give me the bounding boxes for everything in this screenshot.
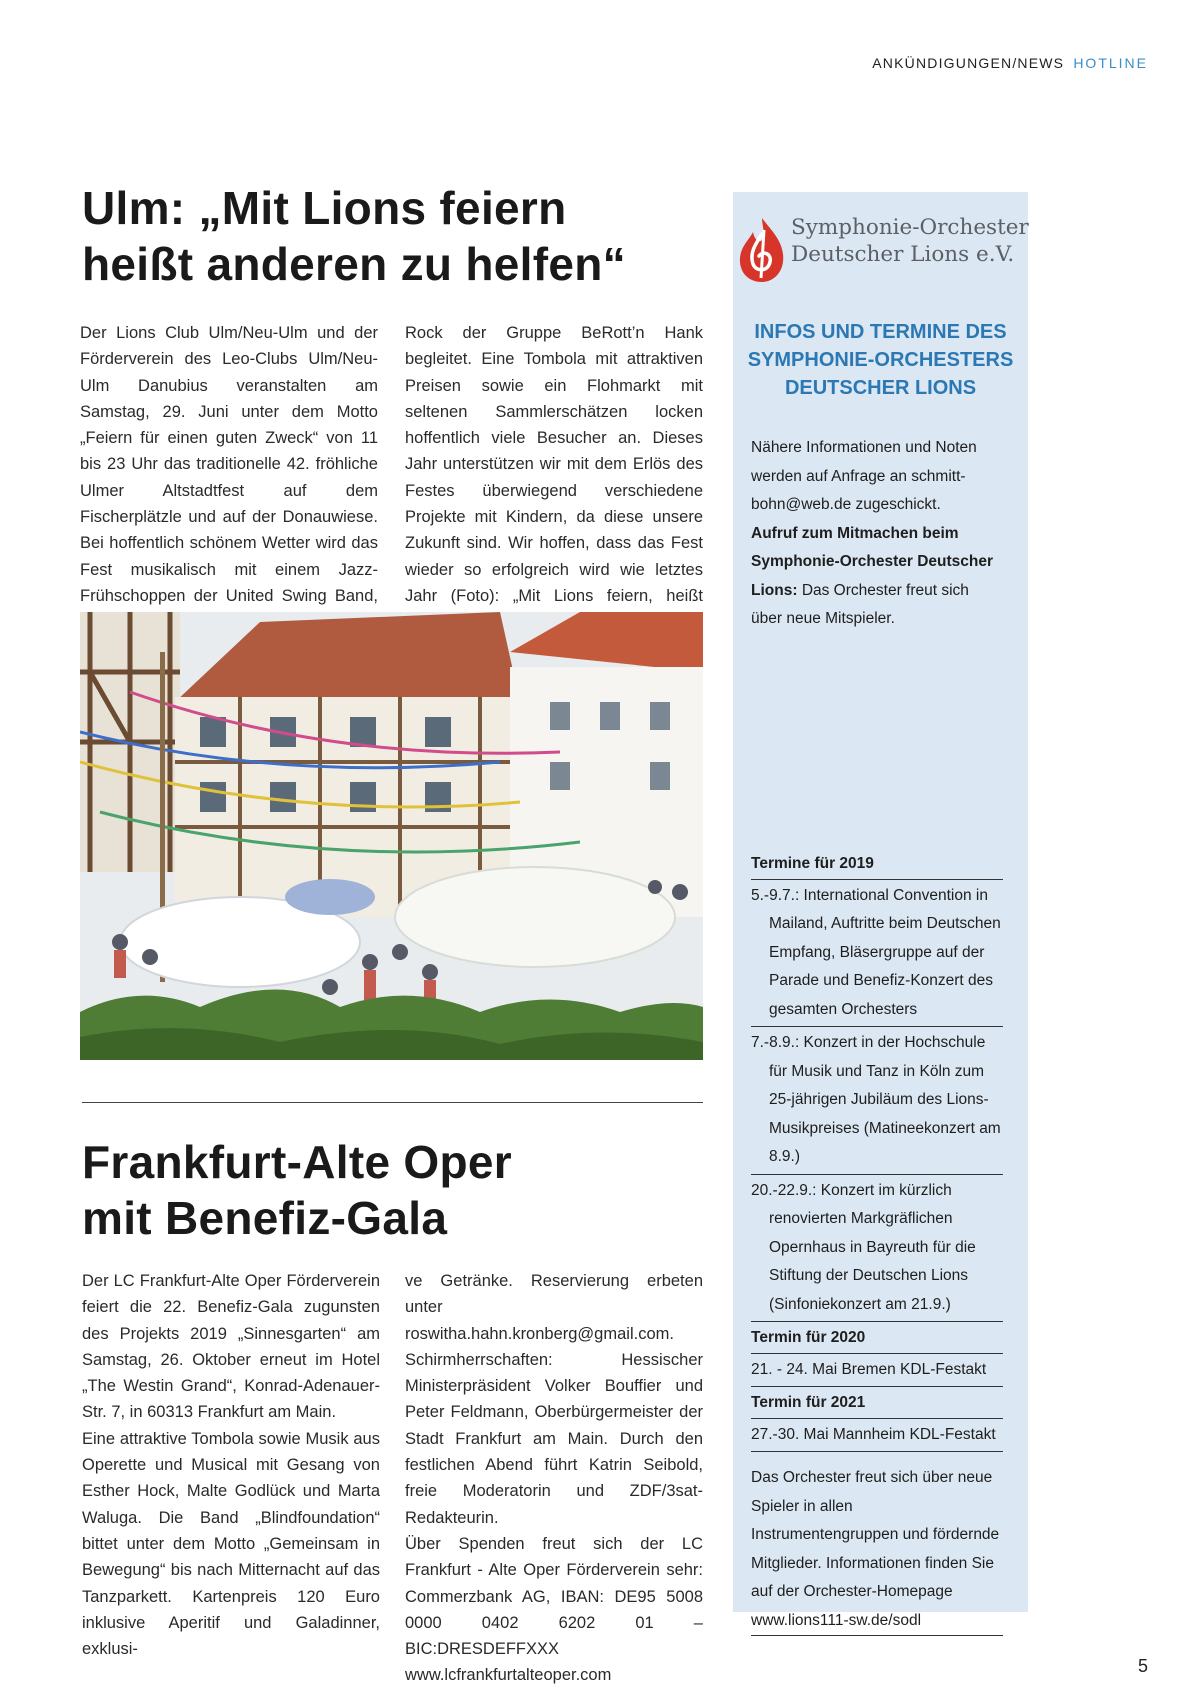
article2-paragraph: ve Getränke. Reservierung erbeten unter roswitha.hahn.kronberg@gmail.com. — [405, 1272, 703, 1343]
logo-line: Deutscher Lions e.V. — [791, 242, 1015, 267]
sidebar-call-text: Das Orchester freut sich über neue Mitspieler. — [751, 581, 969, 627]
header-category: HOTLINE — [1073, 55, 1148, 71]
logo-line: Symphonie-Orchester — [791, 215, 1029, 240]
schedule-item: 27.-30. Mai Mannheim KDL-Festakt — [751, 1419, 1003, 1453]
orchestra-homepage-link[interactable]: www.lions111-sw.de/sodl — [751, 1607, 1003, 1637]
schedule-heading-2020: Termin für 2020 — [751, 1322, 1003, 1354]
article2-column-2 — [405, 1268, 703, 1689]
article1-title — [82, 180, 626, 292]
article2-url[interactable]: www.lcfrankfurtalteoper.com — [405, 1666, 612, 1685]
article2-title-line: Frankfurt-Alte Oper — [82, 1136, 512, 1188]
sidebar-intro — [751, 434, 1001, 634]
running-header — [872, 55, 1148, 71]
article2-paragraph: Schirmherrschaften: Hessischer Ministerpräsident Volker Bouffier und Peter Feldmann, Oberbürgermeister der Stadt Frankfurt am Main. Durch den festlichen Abend führt Katrin Seibold, freie Moderatorin und ZDF/3sat-Redakteurin. — [405, 1350, 703, 1527]
sidebar-outro — [751, 1464, 1001, 1636]
header-section: ANKÜNDIGUNGEN/NEWS — [872, 55, 1065, 71]
article2-column-1 — [82, 1268, 380, 1662]
schedule-heading-2021: Termin für 2021 — [751, 1387, 1003, 1419]
sidebar-heading — [733, 318, 1028, 402]
article2-paragraph: Über Spenden freut sich der LC Frankfurt - Alte Oper Förderverein sehr: Commerzbank AG, IBAN: DE95 5008 0000 0402 6202 01 – BIC:DRESDEFFXXX — [405, 1534, 703, 1659]
page-number: 5 — [1137, 1656, 1148, 1676]
article2-title — [82, 1134, 512, 1246]
article1-title-line: heißt anderen zu helfen“ — [82, 238, 626, 290]
sidebar-heading-line: SYMPHONIE-ORCHESTERS — [747, 349, 1014, 371]
schedule-item: 21. - 24. Mai Bremen KDL-Festakt — [751, 1354, 1003, 1388]
article2-paragraph: Der LC Frankfurt-Alte Oper Förderverein feiert die 22. Benefiz-Gala zugunsten des Projekts 2019 „Sinnesgarten“ am Samstag, 26. Oktober erneut im Hotel „The Westin Grand“, Konrad-Adenauer-Str. 7, in 60313 Frankfurt am Main. — [82, 1272, 380, 1422]
article-divider — [82, 1102, 703, 1103]
schedule — [751, 848, 1003, 1452]
orchestra-logo — [733, 206, 1028, 286]
sidebar-outro-text: Das Orchester freut sich über neue Spieler in allen Instrumentengruppen und fördernde Mitglieder. Informationen finden Sie auf der Orchester-Homepage — [751, 1469, 1000, 1600]
article1-paragraph: Der Lions Club Ulm/Neu-Ulm und der Förderverein des Leo-Clubs Ulm/Neu-Ulm Danubius veranstalten am Samstag, 29. Juni unter dem Motto „Feiern für einen guten Zweck“ von 11 bis 23 Uhr das traditionelle 42. fröhliche Ulmer Altstadtfest auf dem Fischerplätzle und auf der Donauwiese. Bei hoffentlich schönem Wetter wird das Fest musikalisch mit einem Jazz-Frühschoppen der United Swing Band, — [80, 324, 378, 605]
article1-title-line: Ulm: „Mit Lions feiern — [82, 182, 567, 234]
article2-paragraph: Eine attraktive Tombola sowie Musik aus Operette und Musical mit Gesang von Esther Hock, Malte Godlück und Marta Waluga. Die Band „Blindfoundation“ bittet unter dem Motto „Gemeinsam in Bewegung“ bis nach Mitternacht auf das Tanzparkett. Kartenpreis 120 Euro inklusive Aperitif und Galadinner, exklusi- — [82, 1429, 380, 1659]
photo-illustration — [80, 612, 703, 1060]
logo-wordmark — [791, 214, 1029, 268]
schedule-heading-2019: Termine für 2019 — [751, 848, 1003, 880]
treble-clef-flame-icon — [735, 216, 789, 286]
schedule-item: 5.-9.7.: International Convention in Mailand, Auftritte beim Deutschen Empfang, Bläsergruppe auf der Parade und Benefiz-Konzert des gesamten Orchesters — [751, 880, 1003, 1028]
article2-title-line: mit Benefiz-Gala — [82, 1192, 448, 1244]
sidebar-call-heading: Aufruf zum Mitmachen beim Symphonie-Orchester Deutscher Lions: — [751, 524, 994, 599]
article1-paragraph: Rock der Gruppe BeRott’n Hank begleitet. Eine Tombola mit attraktiven Preisen sowie ein Flohmarkt mit seltenen Sammlerschätzen locken hoffentlich viele Besucher an. Dieses Jahr unterstützen wir mit dem Erlös des Festes überwiegend verschiedene Projekte mit Kindern, da diese unsere Zukunft sind. Wir hoffen, dass das Fest wieder so erfolgreich wird wie letztes Jahr (Foto): „Mit Lions feiern, heißt — [405, 324, 703, 605]
schedule-item: 7.-8.9.: Konzert in der Hochschule für Musik und Tanz in Köln zum 25-jährigen Jubiläum des Lions-Musikpreises (Matineekonzert am 8.9.) — [751, 1027, 1003, 1175]
article1-column-1 — [80, 320, 378, 662]
sidebar-heading-line: INFOS UND TERMINE DES — [754, 321, 1007, 343]
article1-column-2 — [405, 320, 703, 636]
schedule-item: 20.-22.9.: Konzert im kürzlich renovierten Markgräflichen Opernhaus in Bayreuth für die Stiftung der Deutschen Lions (Sinfoniekonzert am 21.9.) — [751, 1175, 1003, 1323]
altstadtfest-photo — [80, 612, 703, 1060]
sidebar-info-text: Nähere Informationen und Noten werden auf Anfrage an schmitt-bohn@web.de zugeschickt. — [751, 439, 977, 513]
sidebar-heading-line: DEUTSCHER LIONS — [784, 377, 977, 399]
orchestra-sidebar — [733, 192, 1029, 1629]
